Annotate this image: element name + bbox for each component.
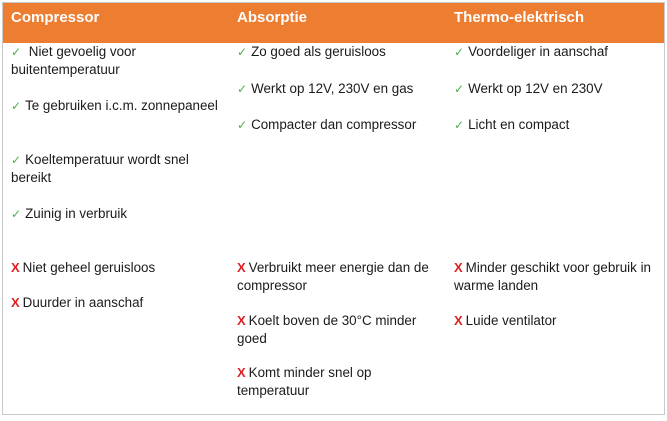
x-mark-icon: X xyxy=(237,313,246,328)
checkmark-icon: ✓ xyxy=(11,207,22,221)
x-mark-icon: X xyxy=(237,365,246,380)
pro-item: ✓ Compacter dan compressor xyxy=(237,117,417,132)
table-header-row xyxy=(3,3,664,43)
x-mark-icon: X xyxy=(11,260,20,275)
header-thermo-elektrisch: Thermo-elektrisch xyxy=(454,9,585,26)
x-mark-icon: X xyxy=(237,260,246,275)
con-item: X Komt minder snel op temperatuur xyxy=(237,365,372,398)
con-item: X Duurder in aanschaf xyxy=(11,295,144,310)
pro-item: ✓ Zuinig in verbruik xyxy=(11,206,128,221)
pro-item: ✓ Niet gevoelig voor buitentemperatuur xyxy=(11,44,136,77)
con-item: X Verbruikt meer energie dan de compressor xyxy=(237,260,429,293)
pro-item: ✓ Werkt op 12V, 230V en gas xyxy=(237,81,414,96)
checkmark-icon: ✓ xyxy=(237,118,248,132)
checkmark-icon: ✓ xyxy=(237,45,248,59)
pro-item: ✓ Licht en compact xyxy=(454,117,570,132)
x-mark-icon: X xyxy=(11,295,20,310)
x-mark-icon: X xyxy=(454,313,463,328)
con-item: X Koelt boven de 30°C minder goed xyxy=(237,313,417,346)
header-compressor: Compressor xyxy=(11,9,100,26)
con-item: X Minder geschikt voor gebruik in warme landen xyxy=(454,260,651,293)
con-item: X Luide ventilator xyxy=(454,313,557,328)
checkmark-icon: ✓ xyxy=(454,82,465,96)
pro-item: ✓ Koeltemperatuur wordt snel bereikt xyxy=(11,152,189,185)
checkmark-icon: ✓ xyxy=(11,99,22,113)
comparison-table xyxy=(2,2,665,415)
checkmark-icon: ✓ xyxy=(11,45,22,59)
checkmark-icon: ✓ xyxy=(11,153,22,167)
con-item: X Niet geheel geruisloos xyxy=(11,260,156,275)
checkmark-icon: ✓ xyxy=(237,82,248,96)
checkmark-icon: ✓ xyxy=(454,118,465,132)
x-mark-icon: X xyxy=(454,260,463,275)
pro-item: ✓ Voordeliger in aanschaf xyxy=(454,44,609,59)
pro-item: ✓ Zo goed als geruisloos xyxy=(237,44,386,59)
pro-item: ✓ Te gebruiken i.c.m. zonnepaneel xyxy=(11,98,218,113)
header-absorptie: Absorptie xyxy=(237,9,308,26)
pro-item: ✓ Werkt op 12V en 230V xyxy=(454,81,603,96)
checkmark-icon: ✓ xyxy=(454,45,465,59)
